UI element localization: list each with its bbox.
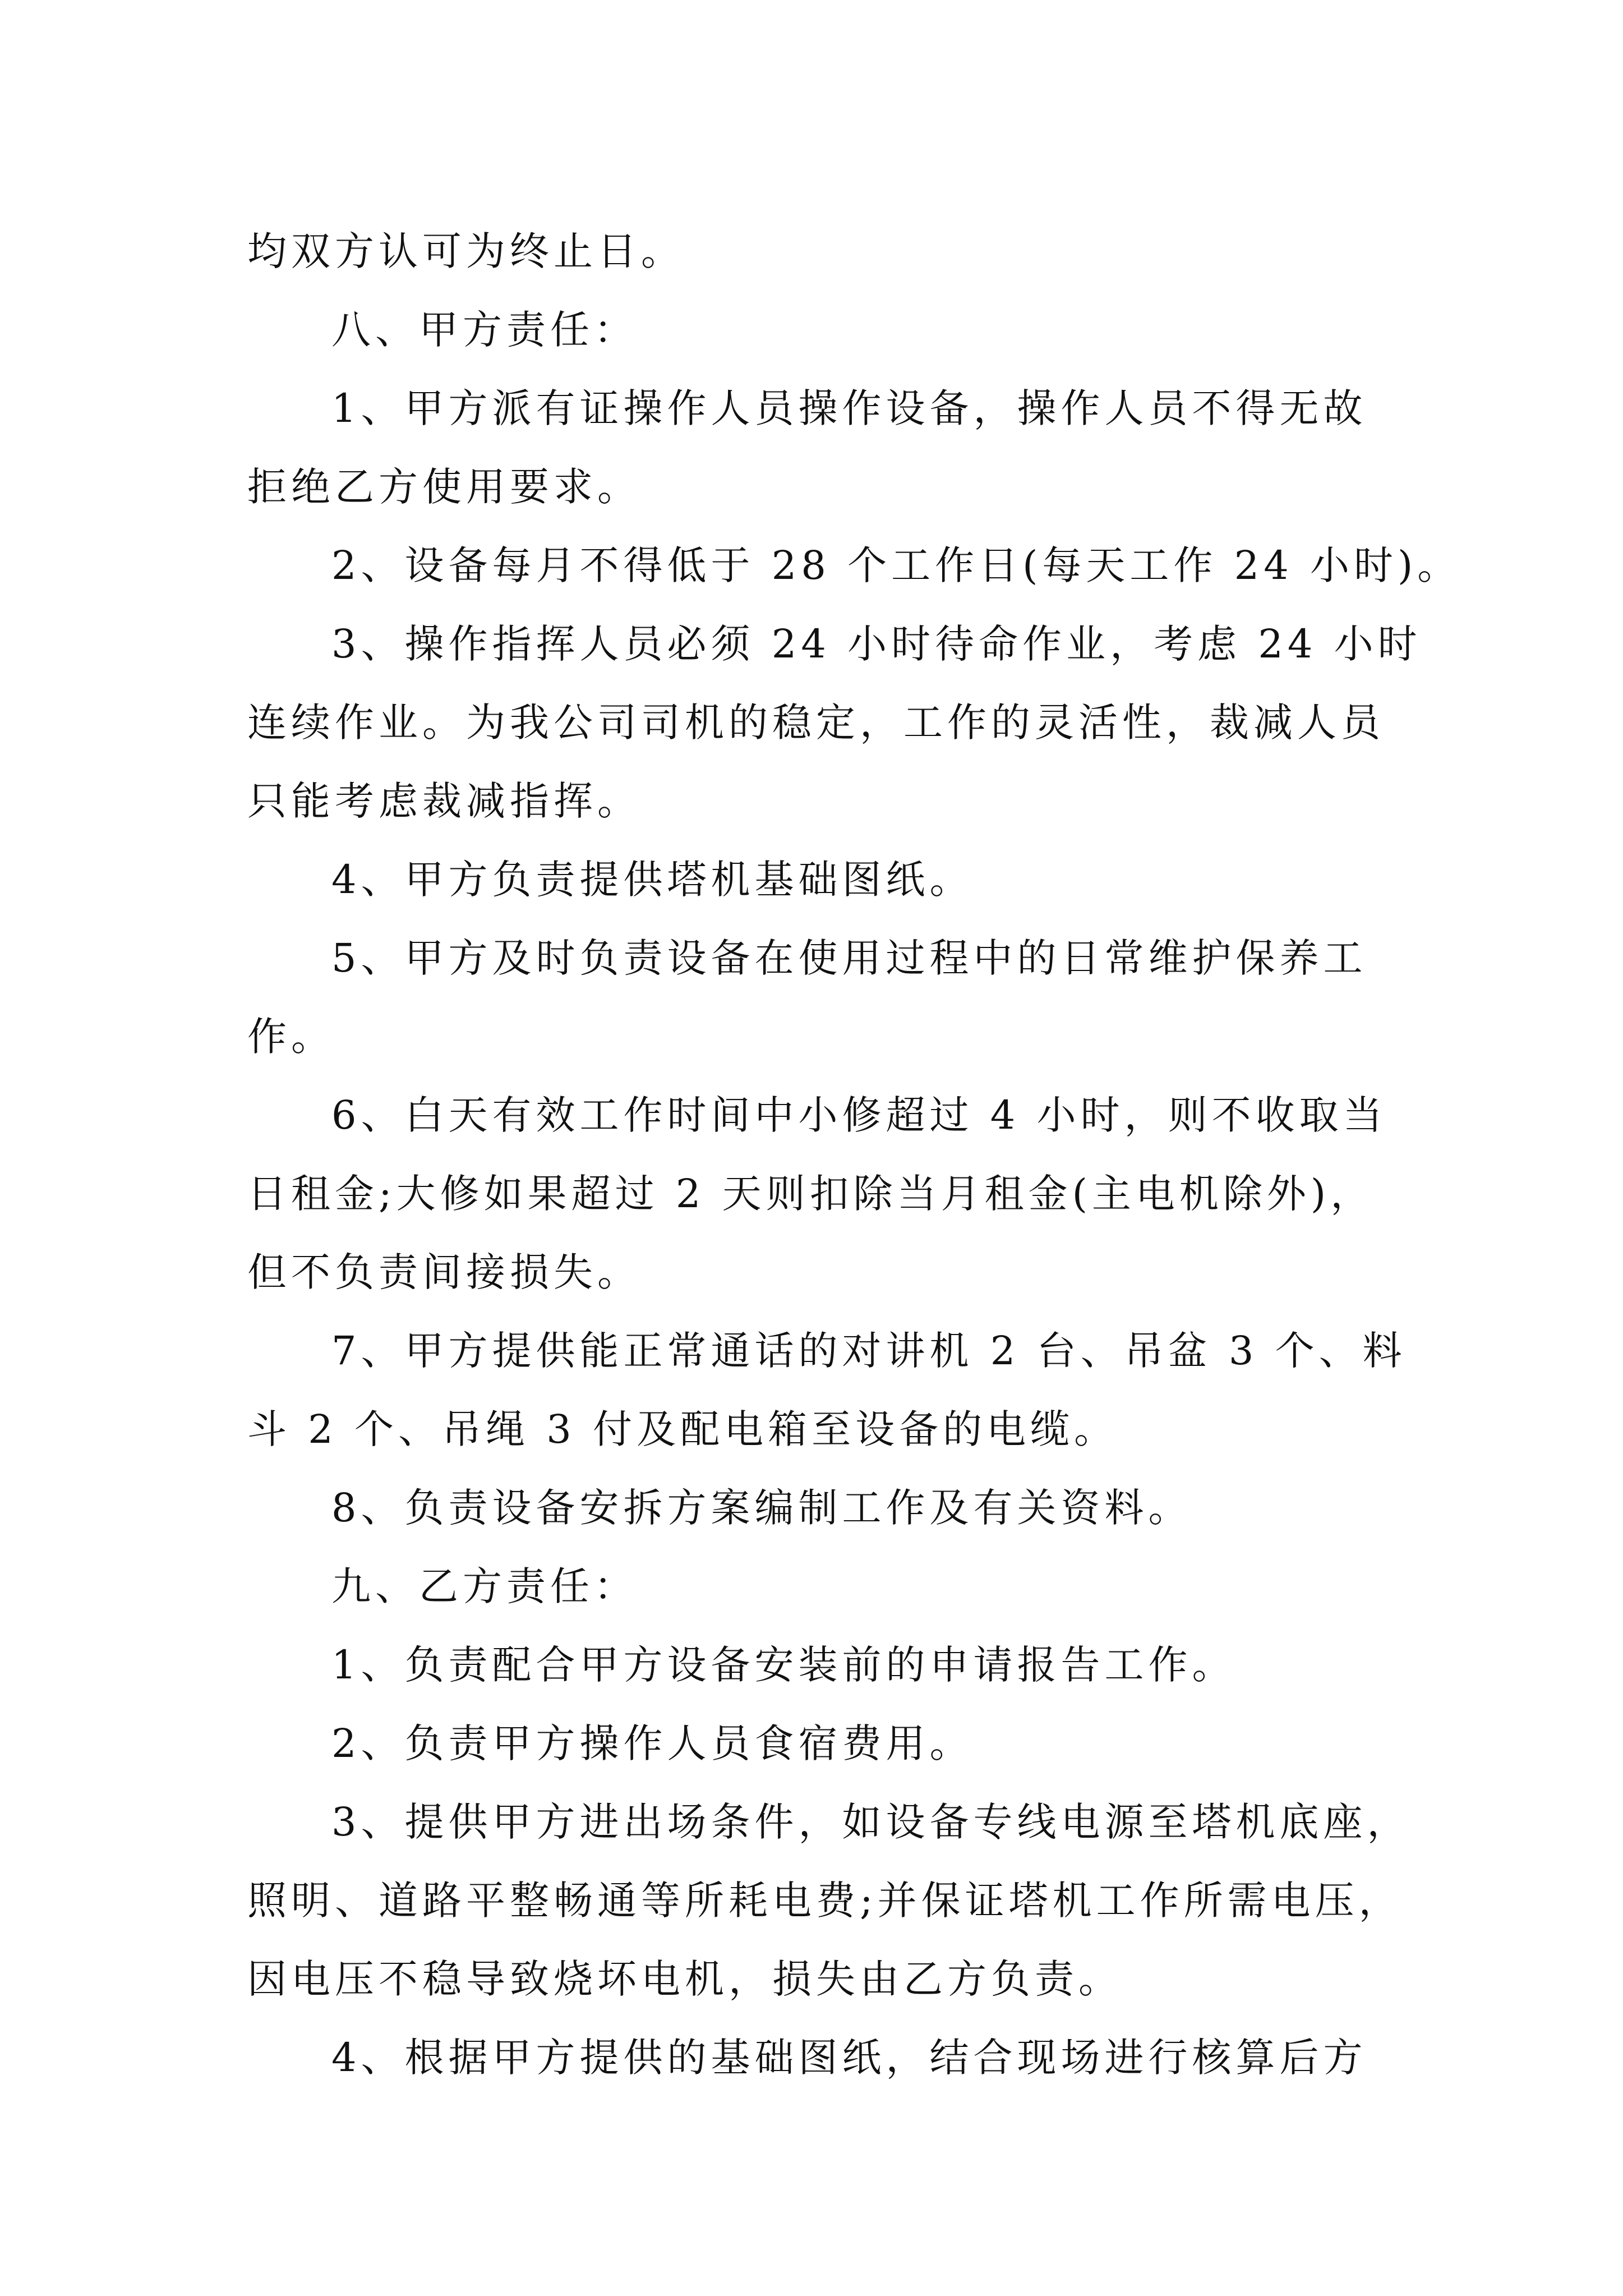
text-line: 斗 2 个、吊绳 3 付及配电箱至设备的电缆。 [247, 1406, 1118, 1452]
text-line: 2、负责甲方操作人员食宿费用。 [331, 1720, 974, 1766]
text-line: 8、负责设备安拆方案编制工作及有关资料。 [331, 1485, 1192, 1531]
text-line: 2、设备每月不得低于 28 个工作日(每天工作 24 小时)。 [331, 542, 1461, 588]
text-line: 均双方认可为终止日。 [247, 228, 685, 274]
text-line: 5、甲方及时负责设备在使用过程中的日常维护保养工 [331, 935, 1367, 981]
text-line: 3、操作指挥人员必须 24 小时待命作业，考虑 24 小时 [331, 621, 1422, 667]
text-line: 连续作业。为我公司司机的稳定，工作的灵活性，裁减人员 [247, 700, 1385, 746]
text-line: 4、甲方负责提供塔机基础图纸。 [331, 857, 974, 903]
text-line: 6、白天有效工作时间中小修超过 4 小时，则不收取当 [331, 1092, 1387, 1138]
text-line: 拒绝乙方使用要求。 [247, 464, 641, 510]
text-line: 日租金;大修如果超过 2 天则扣除当月租金(主电机除外)， [247, 1171, 1375, 1217]
text-line: 作。 [247, 1014, 335, 1060]
text-line: 只能考虑裁减指挥。 [247, 778, 641, 824]
text-line: 1、负责配合甲方设备安装前的申请报告工作。 [331, 1642, 1236, 1688]
text-line: 4、根据甲方提供的基础图纸，结合现场进行核算后方 [331, 2035, 1367, 2081]
text-line: 但不负责间接损失。 [247, 1249, 641, 1295]
section-heading: 八、甲方责任： [331, 307, 638, 353]
text-line: 因电压不稳导致烧坏电机，损失由乙方负责。 [247, 1956, 1122, 2002]
section-heading: 九、乙方责任： [331, 1563, 638, 1609]
text-line: 1、甲方派有证操作人员操作设备，操作人员不得无故 [331, 385, 1367, 431]
document-body [247, 212, 1461, 2097]
text-line: 7、甲方提供能正常通话的对讲机 2 台、吊盆 3 个、料 [331, 1328, 1407, 1374]
text-line: 3、提供甲方进出场条件，如设备专线电源至塔机底座， [331, 1799, 1411, 1845]
text-line: 照明、道路平整畅通等所耗电费;并保证塔机工作所需电压， [247, 1878, 1403, 1924]
